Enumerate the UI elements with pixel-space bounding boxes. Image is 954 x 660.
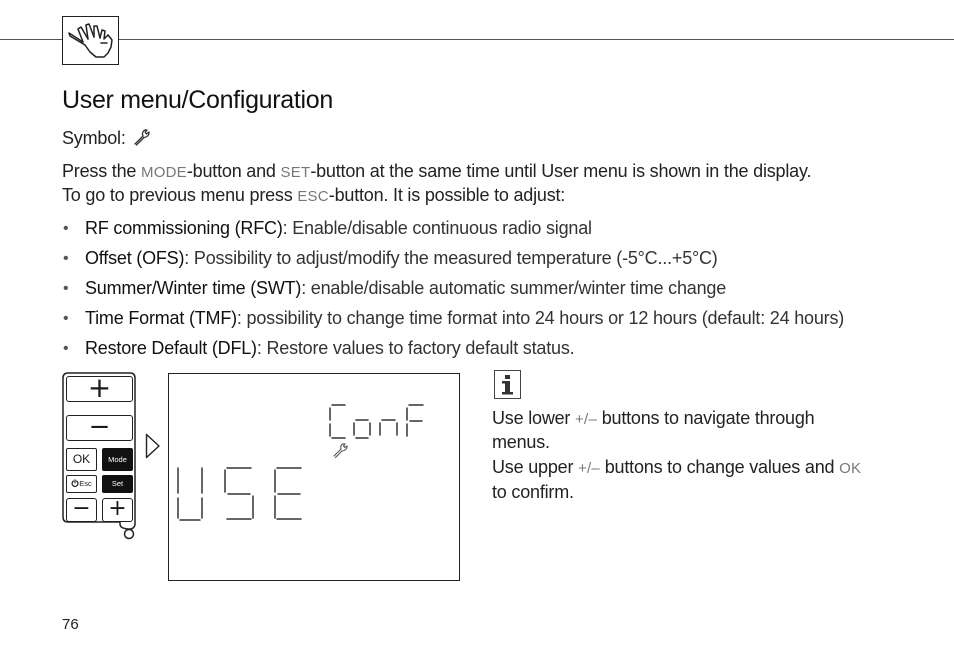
item-desc: : possibility to change time format into 24 hours or 12 hours (default: 24 hours)	[236, 308, 845, 328]
plus-minus-key: +/–	[578, 460, 600, 477]
plus-bottom-button[interactable]: +	[102, 498, 133, 522]
hand-pointer-icon	[62, 16, 119, 65]
item-desc: : Enable/disable continuous radio signal	[282, 218, 592, 238]
note-line-2: menus.	[492, 432, 550, 452]
list-item	[62, 274, 844, 304]
item-desc: : Restore values to factory default status.	[256, 338, 575, 358]
item-term: Restore Default (DFL)	[85, 338, 257, 358]
page-title: User menu/Configuration	[62, 86, 334, 114]
intro-text: Press the	[62, 161, 142, 181]
intro-text: -button. It is possible to adjust:	[328, 185, 566, 205]
lcd-display	[168, 373, 460, 581]
list-item	[62, 244, 844, 274]
lcd-segments	[169, 374, 458, 579]
lcd-conf-segments	[330, 405, 423, 438]
wrench-icon	[133, 128, 151, 146]
note-line-4: to confirm.	[492, 482, 574, 502]
plus-top-button[interactable]: +	[66, 376, 133, 402]
minus-top-button[interactable]: −	[66, 415, 133, 441]
item-term: Offset (OFS)	[85, 248, 185, 268]
note-line-1	[492, 408, 814, 429]
note-text: Use upper	[492, 457, 579, 477]
intro-text: -button at the same time until User menu is shown in the display.	[310, 161, 812, 181]
item-term: Time Format (TMF)	[85, 308, 237, 328]
ok-button[interactable]: OK	[66, 448, 97, 471]
arrow-right-icon	[145, 433, 161, 459]
mode-button[interactable]: Mode	[102, 448, 133, 471]
set-button[interactable]: Set	[102, 475, 133, 493]
lcd-wrench-icon	[334, 444, 347, 458]
list-item	[62, 214, 844, 244]
intro-paragraph-1	[62, 161, 811, 182]
item-term: Summer/Winter time (SWT)	[85, 278, 302, 298]
info-icon	[494, 370, 521, 399]
list-item	[62, 334, 844, 364]
page-number: 76	[62, 616, 79, 633]
intro-text: -button and	[186, 161, 281, 181]
esc-label: Esc	[79, 479, 92, 488]
header-rule	[0, 39, 954, 40]
symbol-line	[62, 128, 151, 149]
intro-paragraph-2	[62, 185, 565, 206]
item-desc: : Possibility to adjust/modify the measured temperature (-5°C...+5°C)	[184, 248, 718, 268]
minus-bottom-button[interactable]: −	[66, 498, 97, 522]
lcd-use-segments	[178, 468, 301, 520]
note-text: Use lower	[492, 408, 576, 428]
symbol-label: Symbol:	[62, 128, 126, 148]
mode-key-label: MODE	[141, 164, 187, 181]
item-desc: : enable/disable automatic summer/winter time change	[301, 278, 727, 298]
esc-key-label: ESC	[297, 188, 329, 205]
note-line-3	[492, 457, 861, 478]
plus-minus-key: +/–	[575, 411, 597, 428]
note-text: buttons to change values and	[599, 457, 840, 477]
intro-text: To go to previous menu press	[62, 185, 298, 205]
list-item	[62, 304, 844, 334]
note-text: buttons to navigate through	[596, 408, 815, 428]
set-key-label: SET	[280, 164, 311, 181]
settings-list	[62, 214, 844, 364]
item-term: RF commissioning (RFC)	[85, 218, 283, 238]
power-esc-button[interactable]	[66, 475, 97, 493]
ok-key: OK	[839, 460, 862, 477]
